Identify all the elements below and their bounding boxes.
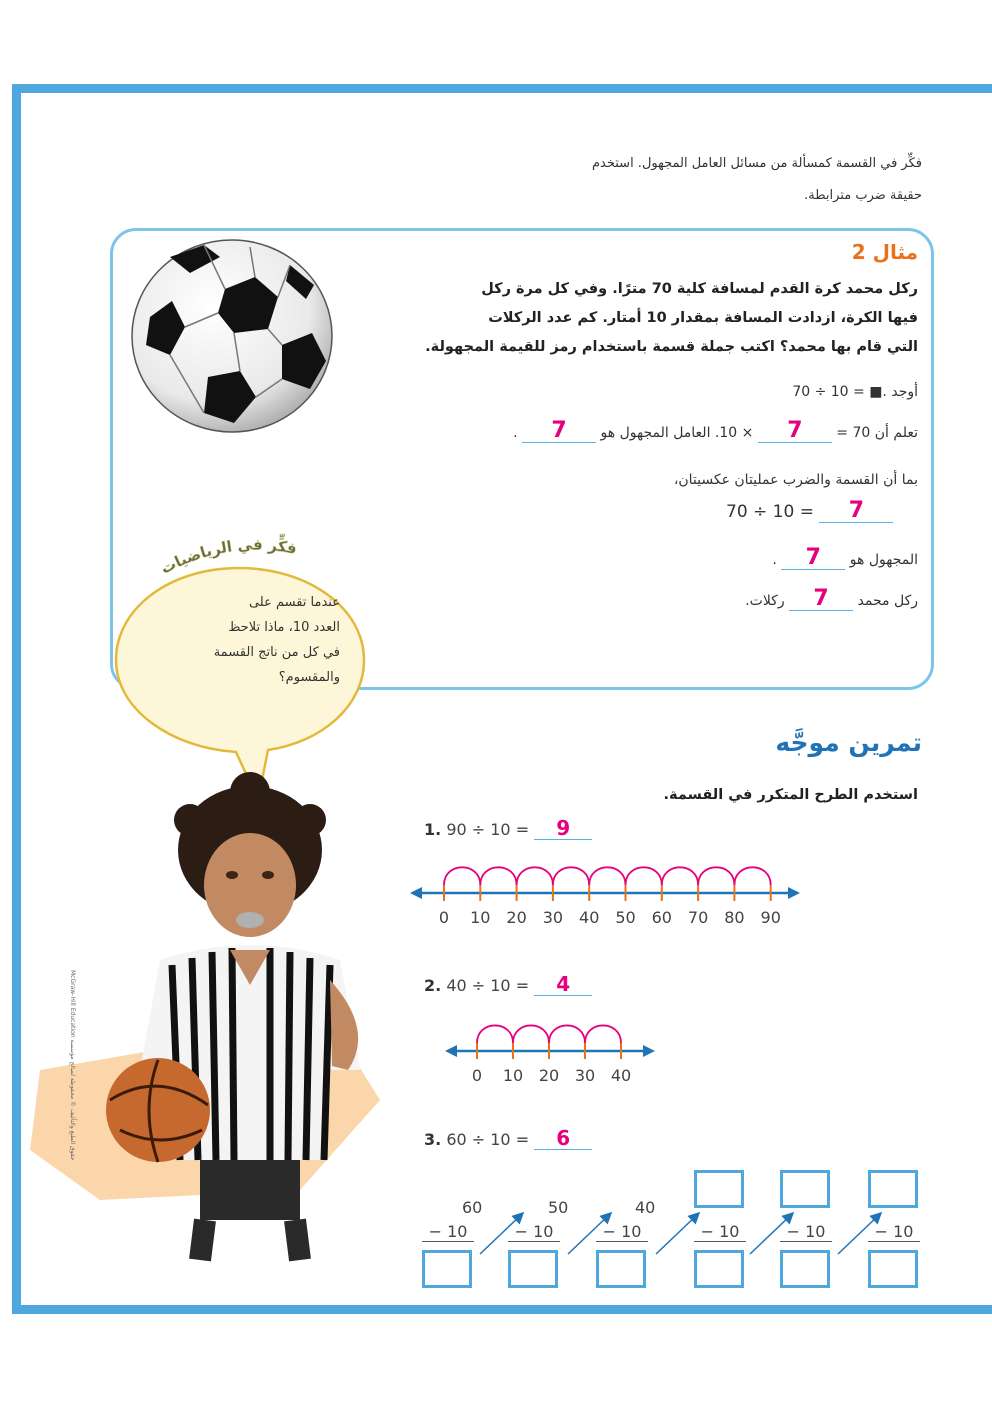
jump-arc <box>549 1025 585 1043</box>
minuend-1: 60 <box>462 1198 483 1217</box>
subtraction-row-2: − 10 <box>508 1222 560 1242</box>
intro-line: فكِّر في القسمة كمسألة من مسائل العامل المجهول. استخدم <box>591 156 922 171</box>
tick-label: 10 <box>502 1066 524 1085</box>
kicked-line <box>745 588 918 611</box>
kicked-suffix: ركلات. <box>745 593 785 609</box>
know-line: تعلم أن 70 = 7 × 10. العامل المجهول هو 7 . <box>513 418 918 443</box>
jump-arc <box>626 867 662 885</box>
problem-1-number: 1. <box>424 820 442 839</box>
number-line-2 <box>445 1005 655 1090</box>
problem-1-equation: 90 ÷ 10 = <box>446 820 530 839</box>
tick-label: 20 <box>506 908 527 927</box>
problem-line: التي قام بها محمد؟ اكتب جملة قسمة باستخدام رمز للقيمة المجهولة. <box>425 339 918 355</box>
problem-3 <box>424 1127 592 1150</box>
find-label: أوجد <box>891 384 918 400</box>
find-equation: 70 ÷ 10 = ■. <box>792 384 887 400</box>
jump-arc <box>477 1025 513 1043</box>
bubble-line: عندما تقسم على <box>248 595 340 610</box>
tick-label: 50 <box>615 908 636 927</box>
problem-2 <box>424 973 592 996</box>
arrow-1 <box>480 1214 522 1254</box>
subtraction-row-1: − 10 <box>422 1222 474 1242</box>
intro-paragraph <box>402 148 922 212</box>
jump-arc <box>553 867 589 885</box>
kicked-answer[interactable]: 7 <box>789 588 853 611</box>
axis-arrow-left <box>445 1045 457 1057</box>
axis-arrow-right <box>643 1045 655 1057</box>
page-frame-left <box>12 84 21 1314</box>
arrow-5 <box>838 1214 880 1254</box>
know-answer-1[interactable]: 7 <box>758 420 832 443</box>
division-equation: 70 ÷ 10 = <box>726 502 814 522</box>
unknown-prefix: المجهول هو <box>849 552 918 568</box>
jump-arc <box>517 867 553 885</box>
jump-arc <box>513 1025 549 1043</box>
copyright-credit <box>62 970 74 1270</box>
jump-arc <box>698 867 734 885</box>
problem-3-number: 3. <box>424 1130 442 1149</box>
jump-arc <box>444 867 480 885</box>
subtraction-row-3: − 10 <box>596 1222 648 1242</box>
example-problem <box>368 275 918 362</box>
problem-2-number: 2. <box>424 976 442 995</box>
bubble-text <box>150 590 340 690</box>
minuend-2: 50 <box>548 1198 569 1217</box>
page-frame-top <box>12 84 992 93</box>
intro-line: حقيقة ضرب مترابطة. <box>804 188 922 203</box>
arrow-2 <box>568 1214 610 1254</box>
division-line <box>726 500 893 523</box>
tick-label: 80 <box>724 908 745 927</box>
tick-label: 70 <box>687 908 709 927</box>
problem-2-equation: 40 ÷ 10 = <box>446 976 530 995</box>
soccer-ball-image <box>130 237 334 435</box>
tick-label: 90 <box>760 908 781 927</box>
tick-label: 20 <box>538 1066 560 1085</box>
jump-arc <box>480 867 516 885</box>
slogan-text: فكِّر في الرياضيات <box>157 535 299 578</box>
arrow-4 <box>750 1214 792 1254</box>
problem-3-answer[interactable]: 6 <box>534 1127 592 1150</box>
problem-1 <box>424 817 592 840</box>
problem-1-answer[interactable]: 9 <box>534 817 592 840</box>
unknown-line: المجهول هو 7 . <box>772 545 918 570</box>
bubble-line: العدد 10، ماذا تلاحظ <box>228 620 340 635</box>
know-times: × 10. العامل المجهول هو <box>600 425 754 441</box>
find-line <box>792 384 918 400</box>
since-line: بما أن القسمة والضرب عمليتان عكسيتان، <box>673 472 918 488</box>
axis-arrow-left <box>410 887 422 899</box>
problem-3-equation: 60 ÷ 10 = <box>446 1130 530 1149</box>
unknown-answer[interactable]: 7 <box>781 547 845 570</box>
jump-arc <box>662 867 698 885</box>
tick-label: 0 <box>471 1066 483 1085</box>
problem-2-answer[interactable]: 4 <box>534 973 592 996</box>
tick-label: 30 <box>574 1066 596 1085</box>
tick-label: 40 <box>610 1066 632 1085</box>
repeated-subtraction <box>410 1168 930 1293</box>
know-prefix: تعلم أن 70 = <box>836 425 918 441</box>
guided-practice-instruction: استخدم الطرح المتكرر في القسمة. <box>663 787 918 803</box>
minuend-3: 40 <box>635 1198 656 1217</box>
jump-arc <box>585 1025 621 1043</box>
subtraction-arrows <box>410 1168 930 1293</box>
jump-arc <box>589 867 625 885</box>
problem-line: ركل محمد كرة القدم لمسافة كلية 70 مترًا. وفي كل مرة ركل <box>481 281 918 297</box>
axis-arrow-right <box>788 887 800 899</box>
bubble-line: والمقسوم؟ <box>278 670 340 685</box>
credit-text: McGraw-Hill Education حقوق الطبع والتأليف © محفوظة لصالح مؤسسة <box>69 970 76 1161</box>
bubble-line: في كل من ناتج القسمة <box>213 645 340 660</box>
tick-label: 30 <box>542 908 564 927</box>
page-frame-bottom <box>12 1305 992 1314</box>
example-title: مثال 2 <box>851 240 918 264</box>
tick-label: 0 <box>438 908 450 927</box>
guided-practice-title: تمرين موجَّه <box>775 728 922 757</box>
tick-label: 10 <box>470 908 491 927</box>
subtraction-row-6: − 10 <box>868 1222 920 1242</box>
subtraction-row-4: − 10 <box>694 1222 746 1242</box>
tick-label: 40 <box>579 908 600 927</box>
kicked-prefix: ركل محمد <box>857 593 918 609</box>
arrow-3 <box>656 1214 698 1254</box>
jump-arc <box>734 867 770 885</box>
number-line-1 <box>410 845 800 935</box>
referee-illustration <box>80 770 390 1260</box>
know-answer-2[interactable]: 7 <box>522 420 596 443</box>
problem-line: فيها الكرة، ازدادت المسافة بمقدار 10 أمتار. كم عدد الركلات <box>488 310 918 326</box>
division-answer[interactable]: 7 <box>819 500 893 523</box>
subtraction-row-5: − 10 <box>780 1222 832 1242</box>
tick-label: 60 <box>651 908 672 927</box>
